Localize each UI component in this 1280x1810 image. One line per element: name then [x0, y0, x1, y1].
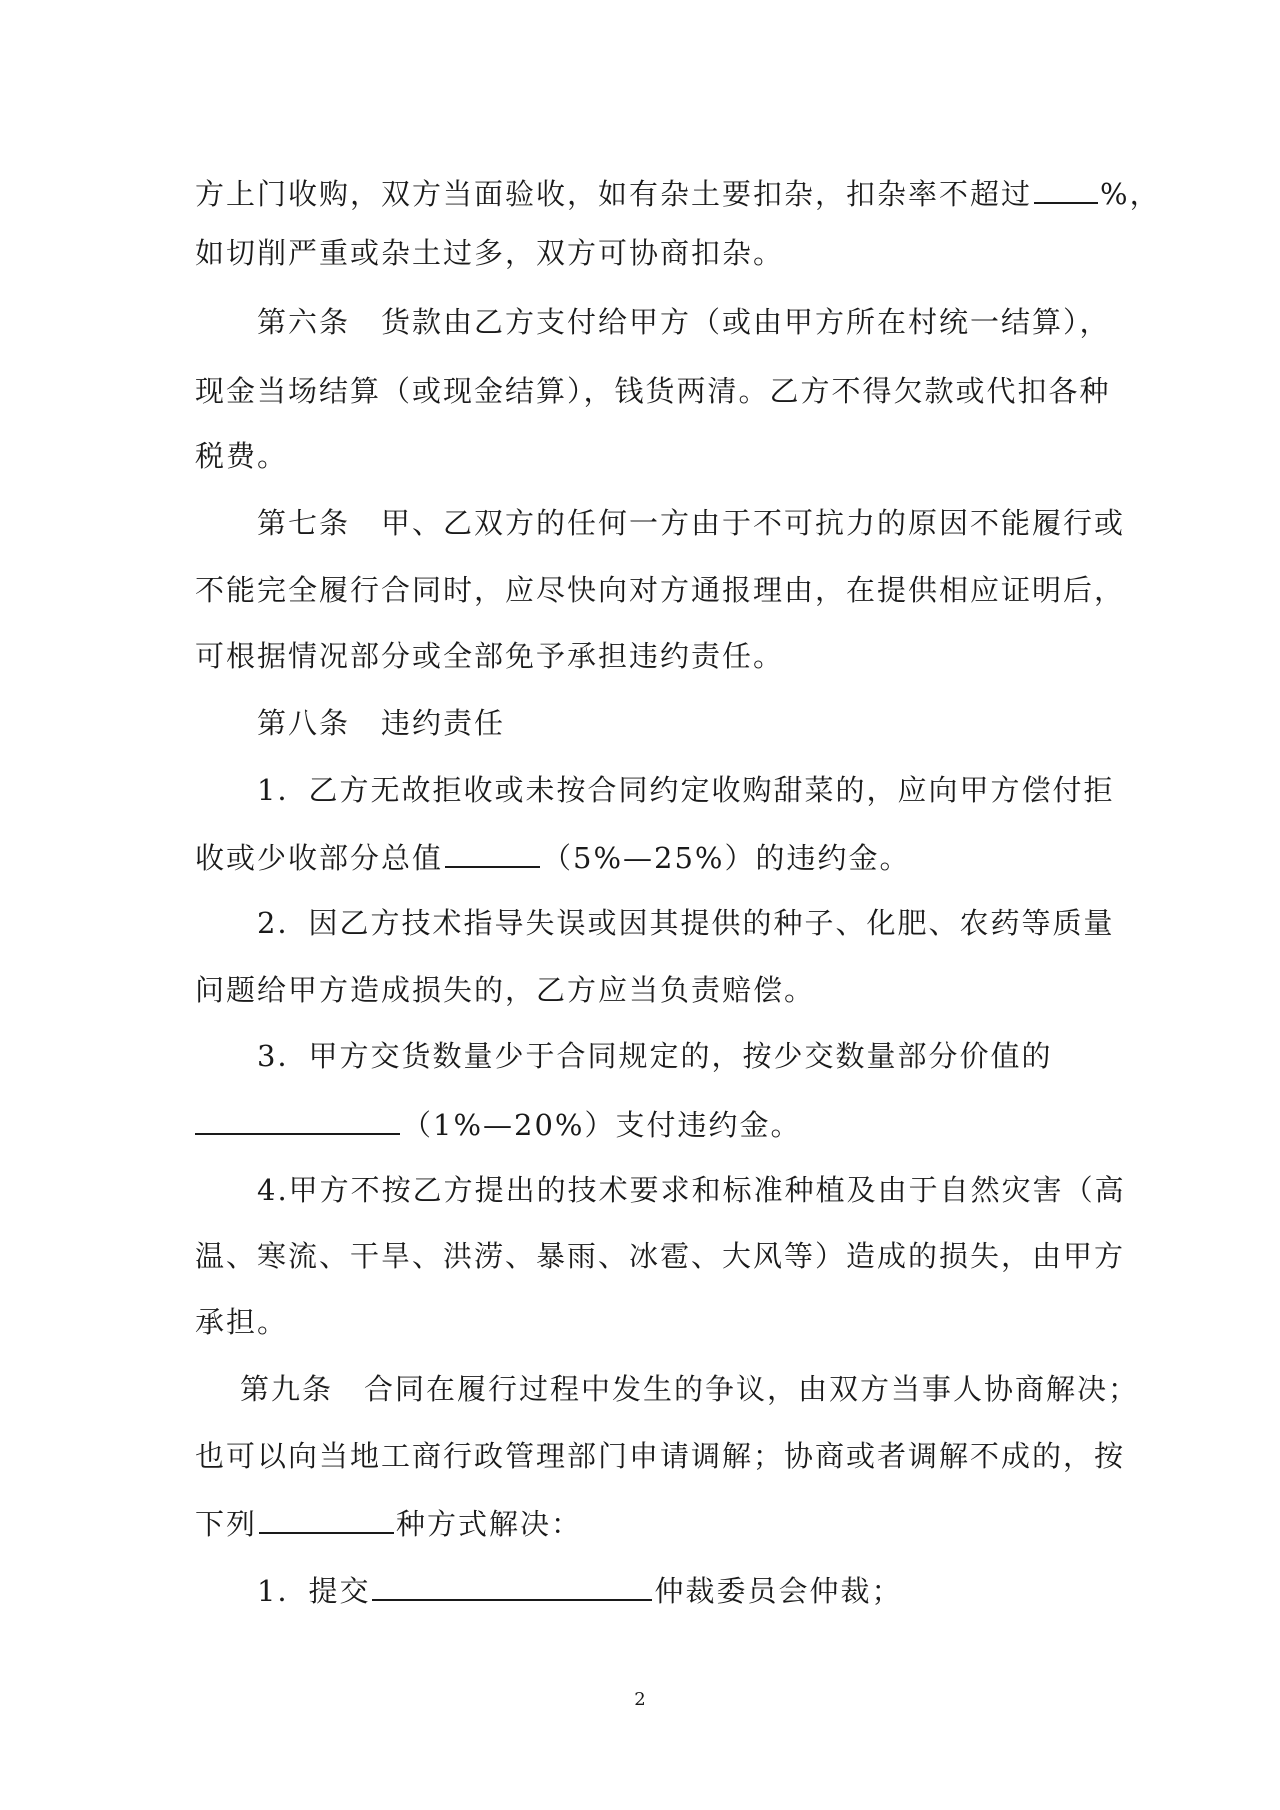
text-line: 不能完全履行合同时，应尽快向对方通报理由，在提供相应证明后，	[195, 573, 1126, 607]
text-line: 方上门收购，双方当面验收，如有杂土要扣杂，扣杂率不超过 %，	[195, 172, 1161, 212]
text-line: 也可以向当地工商行政管理部门申请调解；协商或者调解不成的，按	[195, 1439, 1126, 1473]
clause-3-line: 3．甲方交货数量少于合同规定的，按少交数量部分价值的	[257, 1039, 1053, 1073]
blank-field[interactable]	[195, 1103, 400, 1135]
blank-field[interactable]	[372, 1569, 652, 1601]
text-line: 如切削严重或杂土过多，双方可协商扣杂。	[195, 236, 785, 270]
text-line: 问题给甲方造成损失的，乙方应当负责赔偿。	[195, 973, 816, 1007]
blank-field[interactable]	[445, 836, 540, 868]
clause-1-line: 1．乙方无故拒收或未按合同约定收购甜菜的，应向甲方偿付拒	[257, 773, 1115, 807]
text-line: 现金当场结算（或现金结算），钱货两清。乙方不得欠款或代扣各种	[195, 374, 1111, 408]
article-6-heading-line: 第六条 货款由乙方支付给甲方（或由甲方所在村统一结算），	[257, 305, 1111, 339]
blank-field[interactable]	[259, 1502, 394, 1534]
page-number: 2	[634, 1689, 646, 1710]
clause-4-line: 4.甲方不按乙方提出的技术要求和标准种植及由于自然灾害（高	[257, 1173, 1126, 1207]
article-9-heading-line: 第九条 合同在履行过程中发生的争议，由双方当事人协商解决；	[240, 1372, 1140, 1406]
text-line: 下列 种方式解决：	[195, 1502, 582, 1542]
text-line: 收或少收部分总值 （5%—25%）的违约金。	[195, 836, 910, 876]
article-7-heading-line: 第七条 甲、乙双方的任何一方由于不可抗力的原因不能履行或	[257, 506, 1126, 540]
text-line: 温、寒流、干旱、洪涝、暴雨、冰雹、大风等）造成的损失，由甲方	[195, 1239, 1126, 1273]
text-line: （1%—20%）支付违约金。	[195, 1103, 801, 1143]
article-8-heading-line: 第八条 违约责任	[257, 706, 506, 740]
text-line: 承担。	[195, 1305, 289, 1339]
clause-2-line: 2．因乙方技术指导失误或因其提供的种子、化肥、农药等质量	[257, 906, 1115, 940]
text-line: 可根据情况部分或全部免予承担违约责任。	[195, 639, 785, 673]
text-line: 税费。	[195, 439, 289, 473]
blank-field[interactable]	[1034, 172, 1098, 204]
option-1-line: 1．提交 仲裁委员会仲裁；	[257, 1569, 902, 1609]
